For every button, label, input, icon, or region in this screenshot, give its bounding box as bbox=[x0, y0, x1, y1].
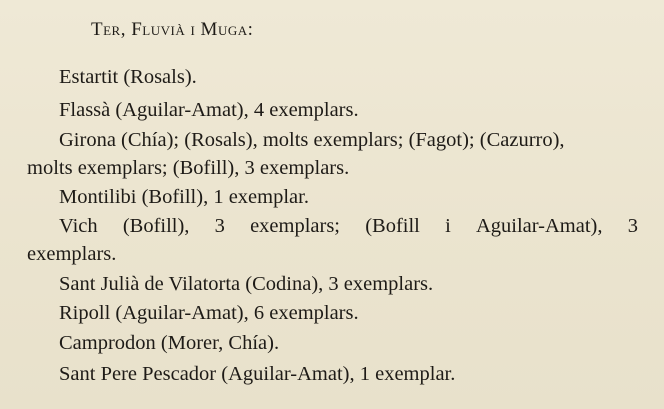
section-heading: Ter, Fluvià i Muga: bbox=[91, 19, 254, 40]
entry-girona: Girona (Chía); (Rosals), molts exemplars; (Fagot); (Cazurro), bbox=[59, 129, 565, 151]
entry-vich-word: 3 bbox=[214, 215, 225, 237]
entry-sant-pere: Sant Pere Pescador (Aguilar-Amat), 1 exemplar. bbox=[59, 363, 456, 385]
entry-sant-julia: Sant Julià de Vilatorta (Codina), 3 exemplars. bbox=[59, 273, 434, 295]
entry-vich-word: (Bofill bbox=[365, 215, 420, 237]
entry-vich-word: (Bofill), bbox=[122, 215, 190, 237]
entry-camprodon: Camprodon (Morer, Chía). bbox=[59, 332, 280, 354]
entry-montilibi: Montilibi (Bofill), 1 exemplar. bbox=[59, 186, 309, 208]
entry-girona-continued: molts exemplars; (Bofill), 3 exemplars. bbox=[27, 157, 350, 179]
entry-vich-word: Aguilar-Amat), bbox=[475, 215, 603, 237]
entry-flassa: Flassà (Aguilar-Amat), 4 exemplars. bbox=[59, 99, 359, 121]
entry-vich-word: Vich bbox=[59, 215, 98, 237]
entry-ripoll: Ripoll (Aguilar-Amat), 6 exemplars. bbox=[59, 302, 359, 324]
entry-vich-word: 3 bbox=[627, 215, 638, 237]
entry-vich-word: exemplars; bbox=[250, 215, 341, 237]
entry-estartit: Estartit (Rosals). bbox=[59, 66, 197, 88]
entry-vich bbox=[59, 213, 638, 239]
entry-vich-continued: exemplars. bbox=[27, 243, 117, 265]
entry-vich-word: i bbox=[445, 215, 451, 237]
